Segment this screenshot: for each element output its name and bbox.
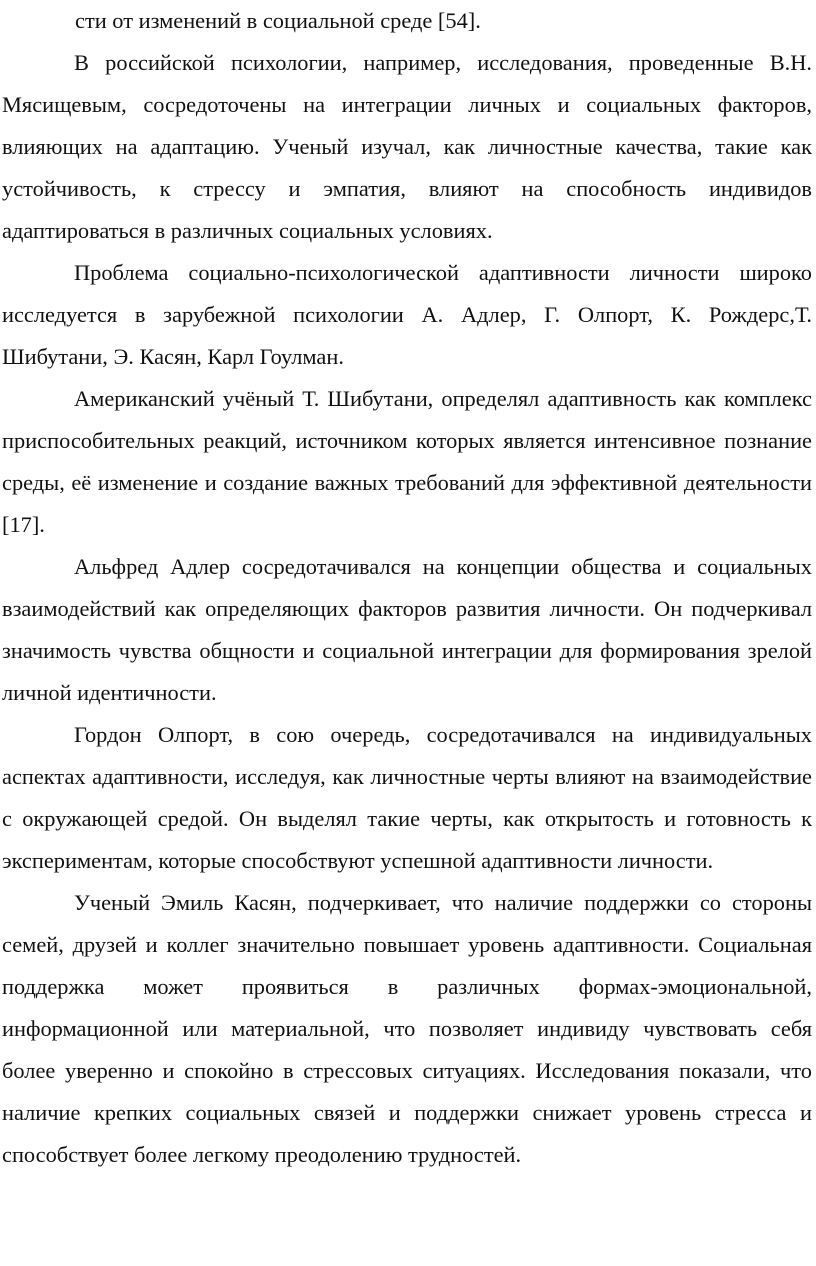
paragraph-foreign-psychology: Проблема социально-психологической адаптивности личности широко исследуется в зарубежной психологии А. Адлер, Г. Олпорт, К. Рождерс,Т. Шибутани, Э. Касян, Карл Гоулман. <box>2 260 812 369</box>
paragraph-allport: Гордон Олпорт, в сою очередь, сосредотачивался на индивидуальных аспектах адаптивности, исследуя, как личностные черты влияют на взаимодействие с окружающей средой. Он выделял такие черты, как открытость и готовность к экспериментам, которые способствуют успешной адаптивности личности. <box>2 722 812 873</box>
paragraph-adler: Альфред Адлер сосредотачивался на концепции общества и социальных взаимодействий как определяющих факторов развития личности. Он подчеркивал значимость чувства общности и социальной интеграции для формирования зрелой личной идентичности. <box>2 554 812 705</box>
paragraph-shibutani: Американский учёный Т. Шибутани, определял адаптивность как комплекс приспособительных реакций, источником которых является интенсивное познание среды, её изменение и создание важных требований для эффективной деятельности [17]. <box>2 386 812 537</box>
paragraph-kasyan: Ученый Эмиль Касян, подчеркивает, что наличие поддержки со стороны семей, друзей и коллег значительно повышает уровень адаптивности. Социальная поддержка может проявиться в различных формах-эмоциональной, информационной или материальной, что позволяет индивиду чувствовать себя более уверенно и спокойно в стрессовых ситуациях. Исследования показали, что наличие крепких социальных связей и поддержки снижает уровень стресса и способствует более легкому преодолению трудностей. <box>2 890 812 1167</box>
continuation-line: сти от изменений в социальной среде [54]. <box>75 8 481 33</box>
paragraph-myasishchev: В российской психологии, например, исследования, проведенные В.Н. Мясищевым, сосредоточены на интеграции личных и социальных факторов, влияющих на адаптацию. Ученый изучал, как личностные качества, такие как устойчивость, к стрессу и эмпатия, влияют на способность индивидов адаптироваться в различных социальных условиях. <box>2 50 812 243</box>
